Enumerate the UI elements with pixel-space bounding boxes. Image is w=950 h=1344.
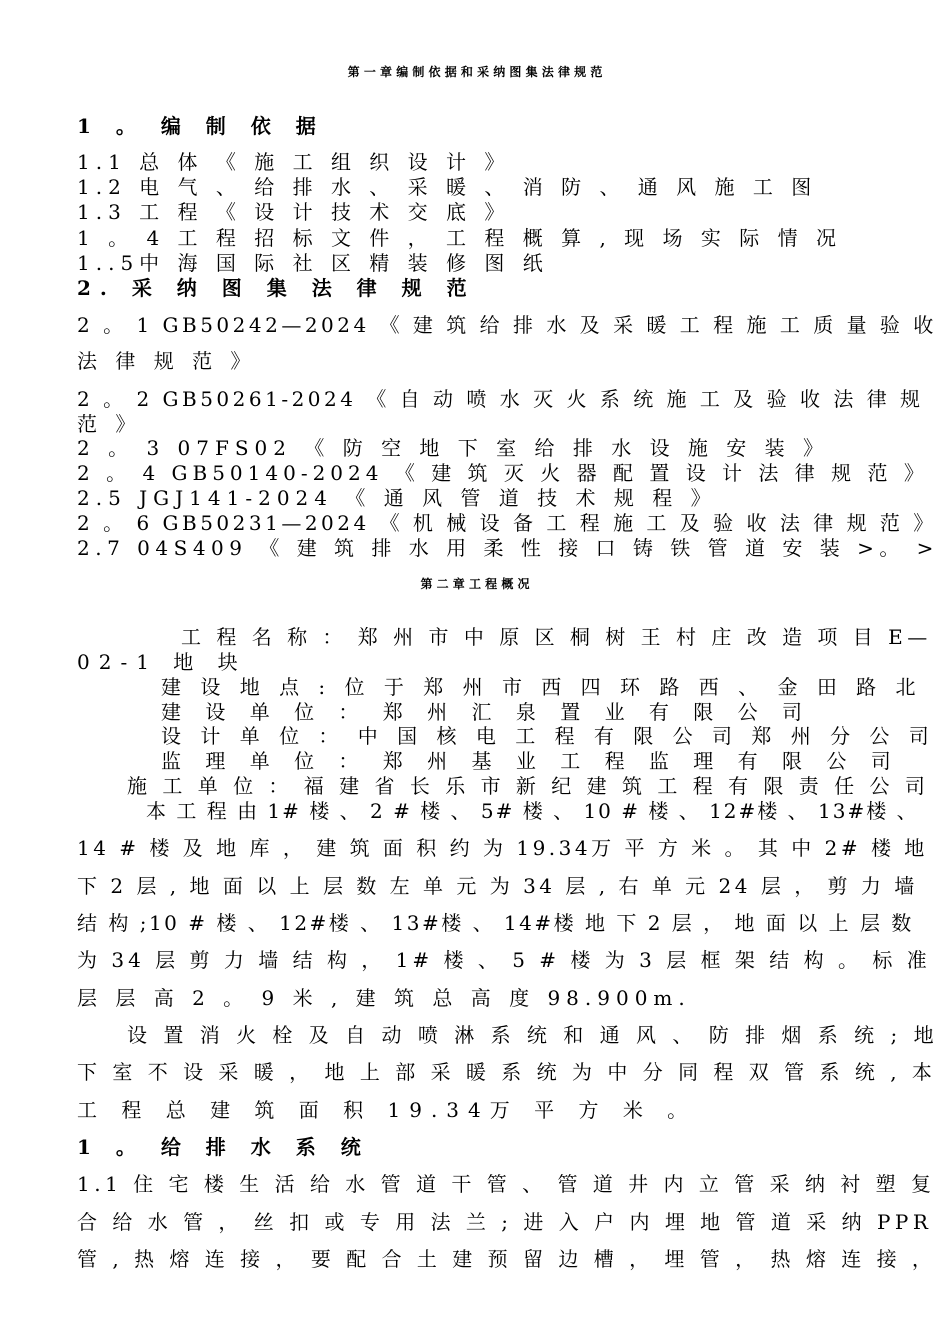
overview-paragraph-line: 本 工 程 由 1# 楼 、 2 # 楼 、 5# 楼 、 10 # 楼 、 12#楼 、 13#楼 、 (146, 799, 919, 823)
overview-paragraph-line: 14 # 楼 及 地 库 ， 建 筑 面 积 约 为 19.34万 平 方 米 。 其 中 2# 楼 地 (77, 836, 928, 860)
overview-paragraph-line: 层 层 高 2 。 9 米 , 建 筑 总 高 度 98.900m. (77, 986, 691, 1010)
basis-item: 1 。 4 工 程 招 标 文 件 ， 工 程 概 算 , 现 场 实 际 情 况 (77, 226, 842, 250)
standard-line: 2 。 4 GB50140-2024 《 建 筑 灭 火 器 配 置 设 计 法 律 规 范 》 (77, 461, 929, 485)
basis-item: 1.1 总 体 《 施 工 组 织 设 计 》 (77, 150, 511, 174)
overview-paragraph-line: 为 34 层 剪 力 墙 结 构 ， 1# 楼 、 5 # 楼 为 3 层 框 架 结 构 。 标 准 (77, 948, 931, 972)
standard-line: 2 。 2 GB50261-2024 《 自 动 喷 水 灭 火 系 统 施 工 及 验 收 法 律 规 (77, 387, 924, 411)
construction-unit: 施 工 单 位 ： 福 建 省 长 乐 市 新 纪 建 筑 工 程 有 限 责 任 公 司 (127, 774, 930, 798)
design-unit: 设 计 单 位 ： 中 国 核 电 工 程 有 限 公 司 郑 州 分 公 司 (161, 724, 936, 748)
section-1-heading: 1 。 编 制 依 据 (77, 114, 325, 138)
water-system-line: 合 给 水 管 ， 丝 扣 或 专 用 法 兰 ; 进 入 户 内 埋 地 管 道 采 纳 PPR (77, 1210, 933, 1234)
overview-paragraph-line: 下 2 层 , 地 面 以 上 层 数 左 单 元 为 34 层 , 右 单 元 24 层 ， 剪 力 墙 (77, 874, 918, 898)
systems-paragraph-line: 下 室 不 设 采 暖 ， 地 上 部 采 暖 系 统 为 中 分 同 程 双 管 系 统 , 本 (77, 1060, 937, 1084)
supervision-unit: 监 理 单 位 ： 郑 州 基 业 工 程 监 理 有 限 公 司 (161, 749, 900, 773)
standard-line: 2.7 04S409 《 建 筑 排 水 用 柔 性 接 口 铸 铁 管 道 安 装 >。 > (77, 536, 939, 560)
build-location: 建 设 地 点 : 位 于 郑 州 市 西 四 环 路 西 、 金 田 路 北 (161, 675, 923, 699)
standard-line: 法 律 规 范 》 (77, 349, 257, 373)
chapter-1-title: 第 一 章 编 制 依 据 和 采 纳 图 集 法 律 规 范 (347, 65, 603, 79)
systems-paragraph-line: 工 程 总 建 筑 面 积 19.34万 平 方 米 。 (77, 1098, 697, 1122)
systems-paragraph-line: 设 置 消 火 栓 及 自 动 喷 淋 系 统 和 通 风 、 防 排 烟 系 统 ; 地 (127, 1023, 939, 1047)
water-system-line: 1.1 住 宅 楼 生 活 给 水 管 道 干 管 、 管 道 井 内 立 管 采 纳 衬 塑 复 (77, 1172, 936, 1196)
standard-line: 2.5 JGJ141-2024 《 通 风 管 道 技 术 规 程 》 (77, 486, 717, 510)
basis-item: 1..5中 海 国 际 社 区 精 装 修 图 纸 (77, 251, 549, 275)
section-2-heading: 2. 采 纳 图 集 法 律 规 范 (77, 276, 476, 300)
project-name-line: 02-1 地 块 (77, 650, 247, 674)
standard-line: 2 。 6 GB50231—2024 《 机 械 设 备 工 程 施 工 及 验 收 法 律 规 范 》 (77, 511, 937, 535)
water-system-line: 管 , 热 熔 连 接 ， 要 配 合 土 建 预 留 边 槽 ， 埋 管 ， 热 熔 连 接 ， (77, 1247, 937, 1271)
chapter-2-title: 第 二 章 工 程 概 况 (420, 577, 530, 591)
water-system-heading: 1 。 给 排 水 系 统 (77, 1135, 370, 1159)
standard-line: 2 。 3 07FS02 《 防 空 地 下 室 给 排 水 设 施 安 装 》 (77, 436, 830, 460)
basis-item: 1.3 工 程 《 设 计 技 术 交 底 》 (77, 200, 511, 224)
standard-line: 2 。 1 GB50242—2024 《 建 筑 给 排 水 及 采 暖 工 程 施 工 质 量 验 收 (77, 313, 937, 337)
overview-paragraph-line: 结 构 ;10 # 楼 、 12#楼 、 13#楼 、 14#楼 地 下 2 层 ， 地 面 以 上 层 数 (77, 911, 914, 935)
basis-item: 1.2 电 气 、 给 排 水 、 采 暖 、 消 防 、 通 风 施 工 图 (77, 175, 818, 199)
project-name-line: 工 程 名 称 ： 郑 州 市 中 原 区 桐 树 王 村 庄 改 造 项 目 E— (181, 625, 932, 649)
standard-line: 范 》 (77, 412, 142, 436)
build-unit: 建 设 单 位 ： 郑 州 汇 泉 置 业 有 限 公 司 (161, 700, 812, 724)
